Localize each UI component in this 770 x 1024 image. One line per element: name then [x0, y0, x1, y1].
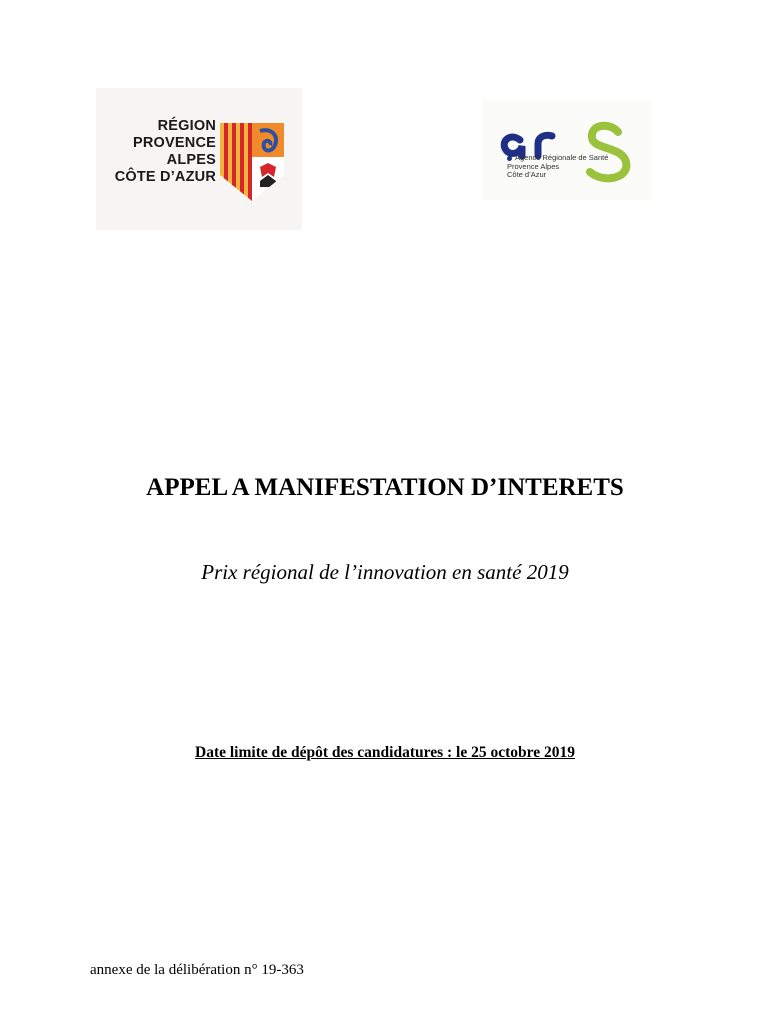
document-title: APPEL A MANIFESTATION D’INTERETS	[146, 474, 624, 501]
region-logo-line: CÔTE D’AZUR	[114, 169, 216, 185]
region-logo-line: RÉGION	[157, 118, 216, 134]
ars-sub-line: Côte d’Azur	[507, 170, 547, 179]
ars-wordmark-icon	[500, 112, 640, 192]
region-logo-line: ALPES	[166, 152, 216, 168]
region-logo-line: PROVENCE	[133, 135, 216, 151]
region-logo-text	[106, 118, 216, 186]
ars-dot-icon	[507, 156, 512, 161]
footer-note: annexe de la délibération n° 19-363	[90, 962, 304, 978]
region-shield-icon	[220, 123, 284, 201]
ars-logo	[482, 100, 652, 200]
deadline-notice: Date limite de dépôt des candidatures : le 25 octobre 2019	[195, 744, 575, 761]
ars-sub-line: Agence Régionale de Santé	[515, 153, 609, 162]
document-subtitle: Prix régional de l’innovation en santé 2019	[201, 560, 569, 584]
ars-sub-line: Provence Alpes	[507, 161, 560, 171]
region-logo	[96, 88, 302, 230]
ars-subtitle	[507, 154, 608, 180]
